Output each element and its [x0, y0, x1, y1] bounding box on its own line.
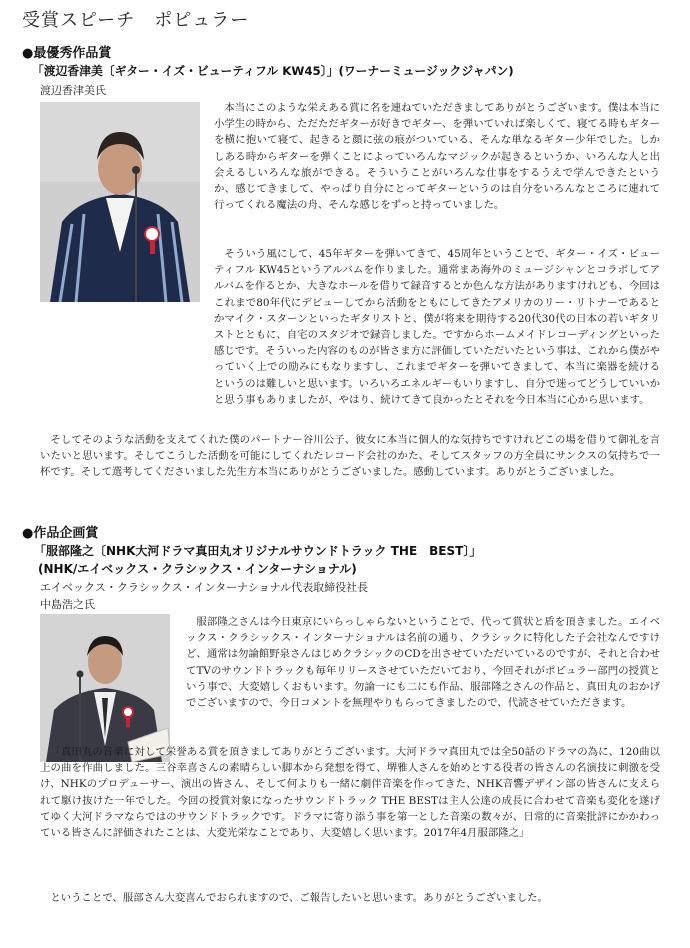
section-heading-best-work: ●最優秀作品賞: [22, 46, 112, 61]
section-heading-planning: ●作品企画賞: [22, 526, 99, 541]
speaker-name-watanabe: 渡辺香津美氏: [40, 84, 106, 97]
speech-paragraph: そういう風にして、45年ギターを弾いてきて、45周年ということで、ギター・イズ・ビューティフル KW45というアルバムを作りました。通常まあ海外のミュージシャンとコラボしてアルバムを作るとか、大きなホールを借りて録音するとか色んな方法がありますけれども、今回はこれまで80年代にデビューしてから活動をともにしてきたアメリカのリー・リトナーであるとかマイク・スターンといったギタリストと、僕が将来を期待する20代30代の日本の若いギタリストとともに、自宅のスタジオで録音しました。ですからホームメイドレコーディングといった感じです。そういった内容のものが皆さま方に評価していただいたという事は、これから僕がやっていく上での励みにもなりますし、これまでギターを弾いてきまして、本当に楽器を続けるというのは難しいと思います。いろいろエネルギーもいりますし、自分で迷ってどうしていいかと思う事もありましたが、やはり、続けてきて良かったとそれを今日本当に心から思います。: [214, 248, 660, 406]
speaker-name-nakajima: 中島浩之氏: [40, 598, 95, 611]
speech-paragraph: そしてそのような活動を支えてくれた僕のパートナー谷川公子、彼女に本当に個人的な気持ちですけれどこの場を借りて御礼を言いたいと思います。そしてこうした活動を可能にしてくれたレコード会社のかた、そしてスタッフの方全員にサンクスの気持ちで一杯です。そして選考してくださいました先生方本当にありがとうございました。感動しています。ありがとうございました。: [40, 434, 660, 479]
page-title: 受賞スピーチ ポピュラー: [22, 10, 250, 31]
award-label-planning: (NHK/エイベックス・クラシックス・インターナショナル): [38, 562, 357, 576]
speaker-role-nakajima: エイベックス・クラシックス・インターナショナル代表取締役社長: [40, 581, 369, 594]
speaker-photo-nakajima: [40, 614, 170, 762]
award-title-planning: 「服部隆之〔NHK大河ドラマ真田丸オリジナルサウンドトラック THE BEST〕」: [34, 544, 482, 558]
speech-paragraph: ということで、服部さん大変喜んでおられますので、ご報告したいと思います。ありがとうございました。: [50, 892, 548, 904]
speech-paragraph: 服部隆之さんは今日東京にいらっしゃらないということで、代って賞状と盾を頂きました。エイベックス・クラシックス・インターナショナルは名前の通り、クラシックに特化した子会社なんですけど、通常は勿論館野泉さんはじめクラシックのCDを出させていただいているのですが、それと合わせてTVのサウンドトラックも毎年リリースさせていただいており、今回それがポピュラー部門の授賞という事で、大変嬉しくおもいます。勿論一にも二にも作品、服部隆之さんの作品と、真田丸のおかげでございますので、今日コメントを無理やりもらってきましたので、代読させていただきます。: [186, 616, 660, 710]
speech-paragraph: 本当にこのような栄えある賞に名を連ねていただきましてありがとうございます。僕は本当に小学生の時から、ただただギターが好きでギター、を弾いていれば楽しくて、寝てる時もギターを横に抱いて寝て、起きると顔に弦の痕がついている、そんな単なるギター少年でした。しかしある時からギターを弾くことによっていろんなマジックが起きるというか、いろんな人と出会えるしいろんな旅ができる。そういうことがいろんな仕事をするうえで学んできたというか、感じてきまして、やっぱり自分にとってギターというのは自分をいろんなところに連れて行ってくれる魔法の舟、そんな感じをずっと持っていました。: [214, 102, 660, 212]
award-title-best-work: 「渡辺香津美〔ギター・イズ・ビューティフル KW45〕」(ワーナーミュージックジャパン): [32, 64, 514, 78]
speaker-photo-watanabe: [40, 102, 200, 302]
speech-paragraph: 「真田丸の音楽に対して栄誉ある賞を頂きましてありがとうございます。大河ドラマ真田丸では全50話のドラマの為に、120曲以上の曲を作曲しました。三谷幸喜さんの素晴らしい脚本から発想を得て、堺雅人さんを始めとする役者の皆さんの名演技に刺激を受け、NHKのプロデューサー、演出の皆さん、そして何よりも一緒に劇伴音楽を作ってきた、NHK音響デザイン部の皆さんに支えられて駆け抜けた一年でした。今回の授賞対象になったサウンドトラック THE BESTは主人公達の成長に合わせて音楽も変化を遂げてゆく大河ドラマならではのサウンドトラックです。ドラマに寄り添う事を第一とした音楽の数々が、日常的に音楽批評にかかわっている皆さんに評価されたことは、大変光栄なことであり、大変嬉しく思います。2017年4月服部隆之」: [40, 746, 660, 840]
